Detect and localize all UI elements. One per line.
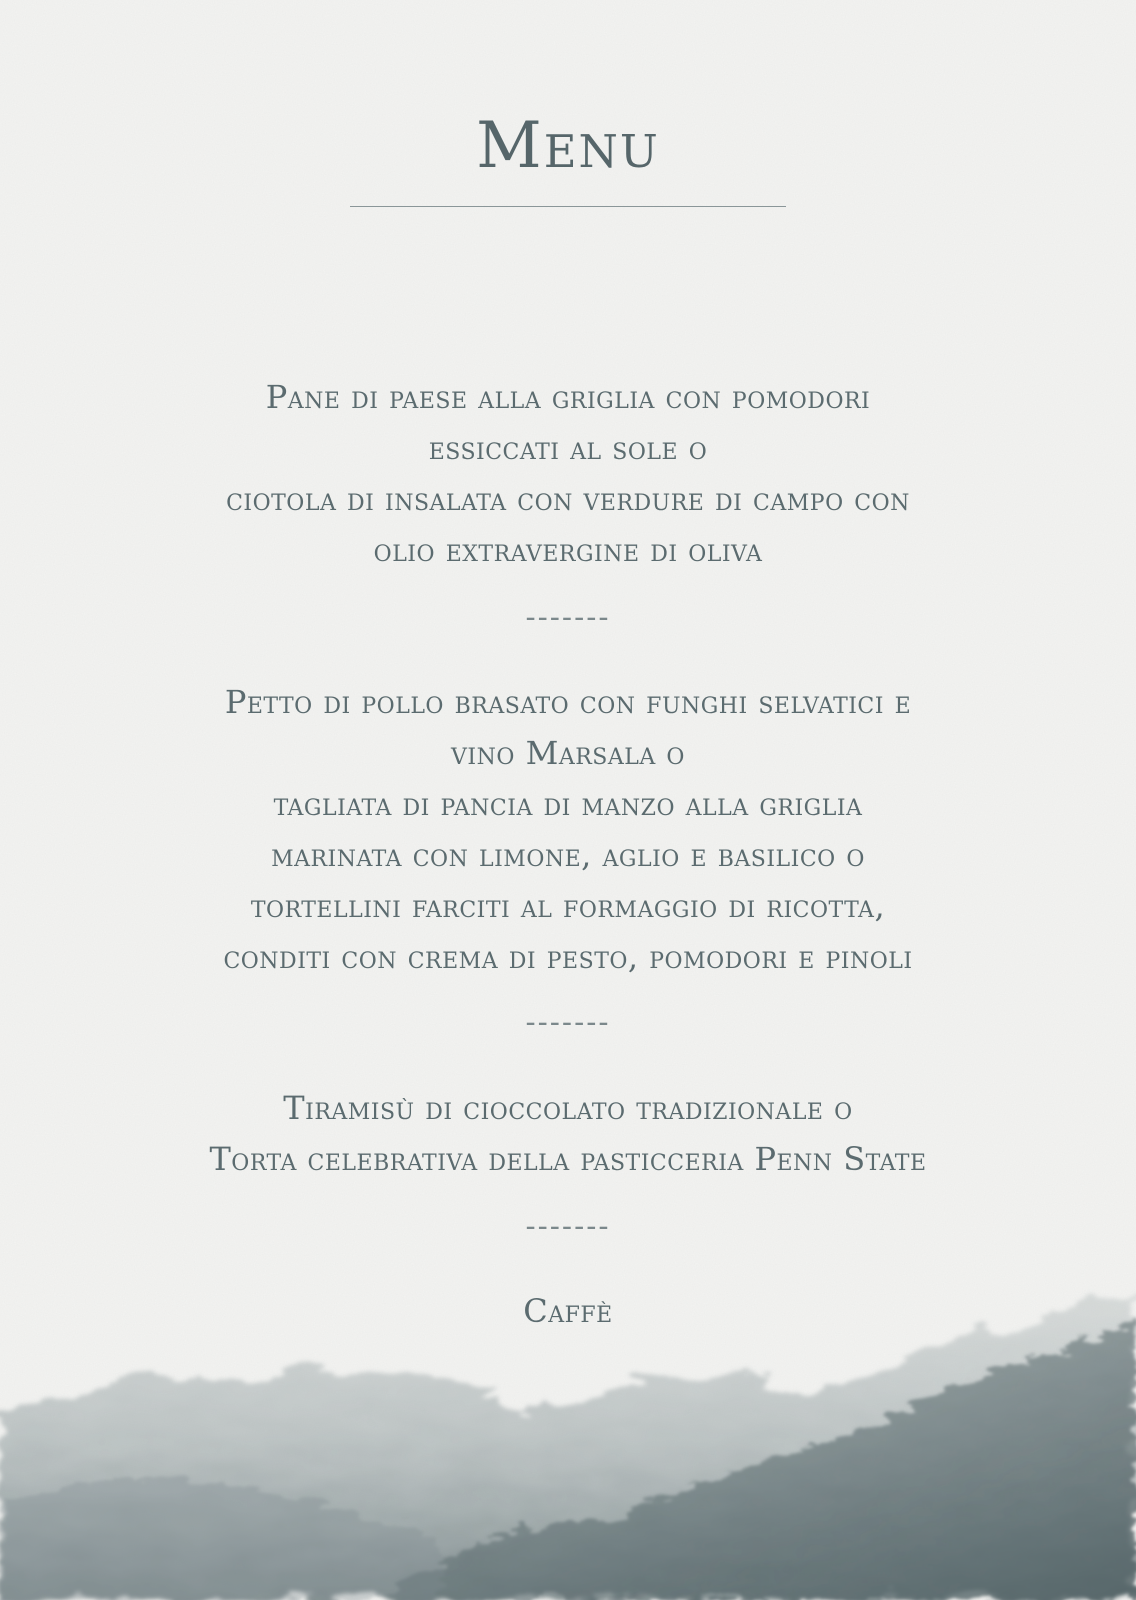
menu-section-mains (60, 677, 1076, 983)
menu-line: conditi con crema di pesto, pomodori e pinoli (223, 938, 913, 976)
menu-line: Tiramisù di cioccolato tradizionale o (283, 1089, 853, 1127)
section-separator: ------- (525, 1209, 611, 1244)
menu-title: Menu (476, 109, 660, 183)
menu-line: essiccati al sole o (428, 429, 708, 467)
menu-line: marinata con limone, aglio e basilico o (271, 836, 865, 874)
menu-section-desserts (60, 1083, 1076, 1185)
menu-section-starters (60, 372, 1076, 576)
title-divider (350, 206, 786, 207)
section-separator: ------- (525, 1005, 611, 1040)
menu-line: Petto di pollo brasato con funghi selvatici e (224, 683, 912, 721)
menu-line: vino Marsala o (451, 734, 685, 772)
menu-line: Pane di paese alla griglia con pomodori (265, 378, 871, 416)
menu-line: Torta celebrativa della pasticceria Penn State (209, 1140, 927, 1178)
menu-line: olio extravergine di oliva (373, 531, 763, 569)
menu-line: tagliata di pancia di manzo alla griglia (273, 785, 863, 823)
menu-line: ciotola di insalata con verdure di campo con (226, 480, 910, 518)
menu-line: Caffè (523, 1292, 613, 1330)
section-separator: ------- (525, 600, 611, 635)
menu-line: tortellini farciti al formaggio di ricotta, (250, 887, 886, 925)
menu-section-coffee (60, 1286, 1076, 1337)
